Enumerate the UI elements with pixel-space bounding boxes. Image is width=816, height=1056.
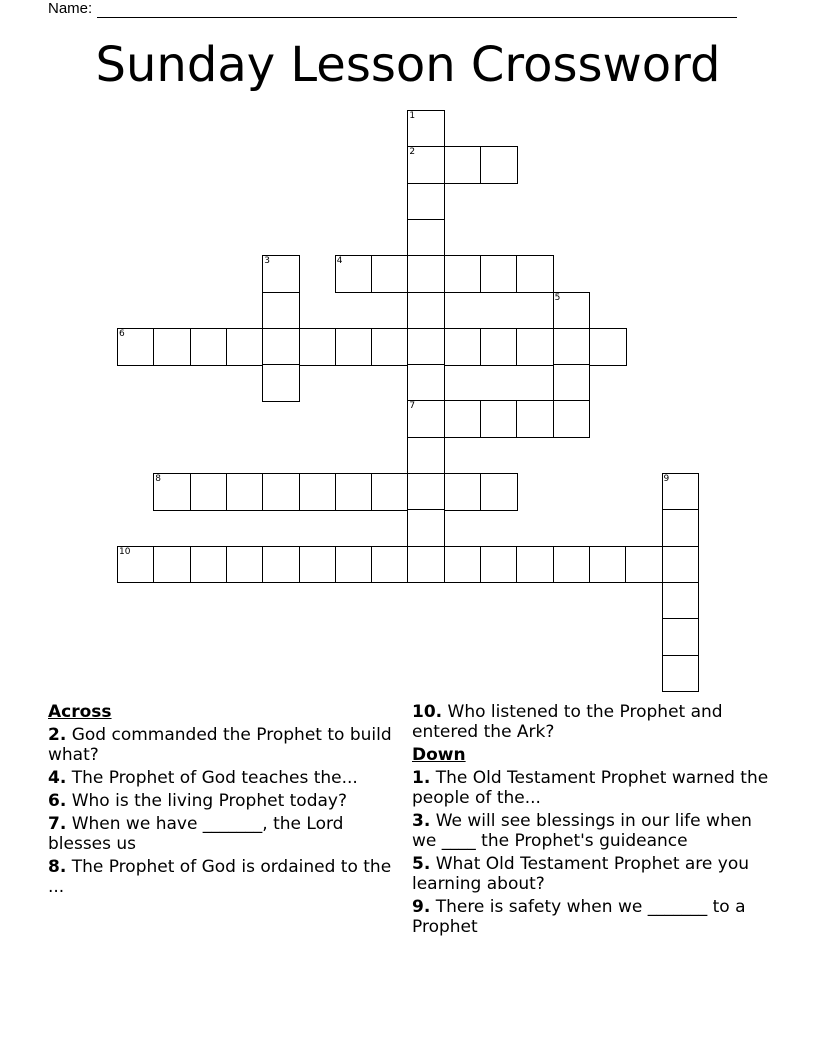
cell-number: 2 [409,147,416,158]
clue-number: 7. [48,814,67,834]
clues-right-column [412,702,772,940]
crossword-cell[interactable] [480,255,518,293]
cell-number: 7 [409,401,416,412]
crossword-cell[interactable] [262,255,300,293]
clue-text: Who is the living Prophet today? [71,791,347,811]
crossword-cell[interactable] [480,146,518,184]
clue-across-10 [412,702,772,742]
crossword-cell[interactable] [190,473,228,511]
crossword-cell[interactable] [662,582,700,620]
crossword-cell[interactable] [190,328,228,366]
cell-number: 4 [336,256,343,267]
clue-number: 5. [412,854,431,874]
crossword-cell[interactable] [480,546,518,584]
crossword-cell[interactable] [480,473,518,511]
crossword-cell[interactable] [553,400,591,438]
crossword-cell[interactable] [153,328,191,366]
crossword-cell[interactable] [444,473,482,511]
crossword-cell[interactable] [226,473,264,511]
crossword-cell[interactable] [589,328,627,366]
clue-number: 6. [48,791,67,811]
crossword-cell[interactable] [662,655,700,693]
clue-text: What Old Testament Prophet are you learning about? [412,854,750,894]
down-heading: Down [412,745,466,765]
crossword-cell[interactable] [407,509,445,547]
crossword-cell[interactable] [371,255,409,293]
clue-across-7 [48,814,393,854]
crossword-cell[interactable] [407,219,445,257]
crossword-cell[interactable] [299,546,337,584]
crossword-cell[interactable] [407,146,445,184]
clue-text: We will see blessings in our life when we ____ the Prophet's guideance [412,811,752,851]
clue-across-2 [48,725,393,765]
clue-text: The Prophet of God is ordained to the ... [48,857,392,897]
crossword-cell[interactable] [299,473,337,511]
crossword-cell[interactable] [262,473,300,511]
clue-text: God commanded the Prophet to build what? [48,725,392,765]
crossword-cell[interactable] [117,546,155,584]
clue-number: 8. [48,857,67,877]
cell-number: 9 [663,474,670,484]
crossword-cell[interactable] [407,400,445,438]
crossword-cell[interactable] [407,328,445,366]
crossword-cell[interactable] [407,183,445,221]
clue-text: The Old Testament Prophet warned the people of the... [412,768,769,808]
crossword-cell[interactable] [516,255,554,293]
name-field[interactable] [48,0,748,18]
crossword-cell[interactable] [516,328,554,366]
crossword-cell[interactable] [299,328,337,366]
clue-down-9 [412,897,772,937]
crossword-cell[interactable] [407,437,445,475]
crossword-cell[interactable] [262,364,300,402]
across-heading: Across [48,702,112,722]
crossword-cell[interactable] [516,546,554,584]
crossword-cell[interactable] [117,328,155,366]
cell-number: 5 [554,292,561,303]
page-title: Sunday Lesson Crossword [95,37,721,93]
cell-number: 3 [264,256,270,267]
cell-number: 6 [119,328,125,339]
crossword-cell[interactable] [589,546,627,584]
crossword-cell[interactable] [262,546,300,584]
crossword-cell[interactable] [262,328,300,366]
clue-number: 3. [412,811,431,831]
crossword-cell[interactable] [516,400,554,438]
crossword-cell[interactable] [625,546,663,584]
crossword-cell[interactable] [480,328,518,366]
crossword-cell[interactable] [190,546,228,584]
crossword-cell[interactable] [553,364,591,402]
name-label: Name: [48,0,93,17]
clue-across-4 [48,768,393,788]
clue-down-5 [412,854,772,894]
crossword-cell[interactable] [153,546,191,584]
crossword-cell[interactable] [407,473,445,511]
crossword-cell[interactable] [407,110,445,148]
clue-across-8 [48,857,393,897]
crossword-cell[interactable] [444,546,482,584]
cell-number: 8 [155,474,162,484]
crossword-cell[interactable] [662,509,700,547]
crossword-cell[interactable] [553,292,591,330]
cell-number: 1 [409,111,416,121]
clue-number: 10. [412,702,443,722]
clue-down-3 [412,811,772,851]
crossword-cell[interactable] [662,473,700,511]
crossword-cell[interactable] [444,146,482,184]
crossword-cell[interactable] [153,473,191,511]
clue-across-6 [48,791,393,811]
clue-text: There is safety when we _______ to a Prophet [412,897,746,937]
clue-number: 2. [48,725,67,745]
crossword-cell[interactable] [407,546,445,584]
crossword-cell[interactable] [444,255,482,293]
crossword-cell[interactable] [335,546,373,584]
crossword-cell[interactable] [335,328,373,366]
crossword-cell[interactable] [226,546,264,584]
crossword-cell[interactable] [662,546,700,584]
clue-text: When we have _______, the Lord blesses us [48,814,344,854]
crossword-cell[interactable] [407,364,445,402]
name-underline[interactable] [97,3,737,18]
crossword-cell[interactable] [662,618,700,656]
crossword-cell[interactable] [226,328,264,366]
clue-text: Who listened to the Prophet and entered the Ark? [412,702,723,742]
clues-left-column [48,702,393,900]
crossword-cell[interactable] [371,473,409,511]
crossword-cell[interactable] [262,292,300,330]
clue-number: 9. [412,897,431,917]
clue-text: The Prophet of God teaches the... [71,768,358,788]
crossword-cell[interactable] [335,255,373,293]
clue-down-1 [412,768,772,808]
crossword-cell[interactable] [407,255,445,293]
crossword-cell[interactable] [371,546,409,584]
crossword-cell[interactable] [553,546,591,584]
crossword-cell[interactable] [553,328,591,366]
crossword-cell[interactable] [444,328,482,366]
clue-number: 1. [412,768,431,788]
crossword-cell[interactable] [407,292,445,330]
crossword-cell[interactable] [444,400,482,438]
cell-number: 10 [119,546,131,557]
crossword-cell[interactable] [480,400,518,438]
crossword-cell[interactable] [371,328,409,366]
crossword-cell[interactable] [335,473,373,511]
clue-number: 4. [48,768,67,788]
